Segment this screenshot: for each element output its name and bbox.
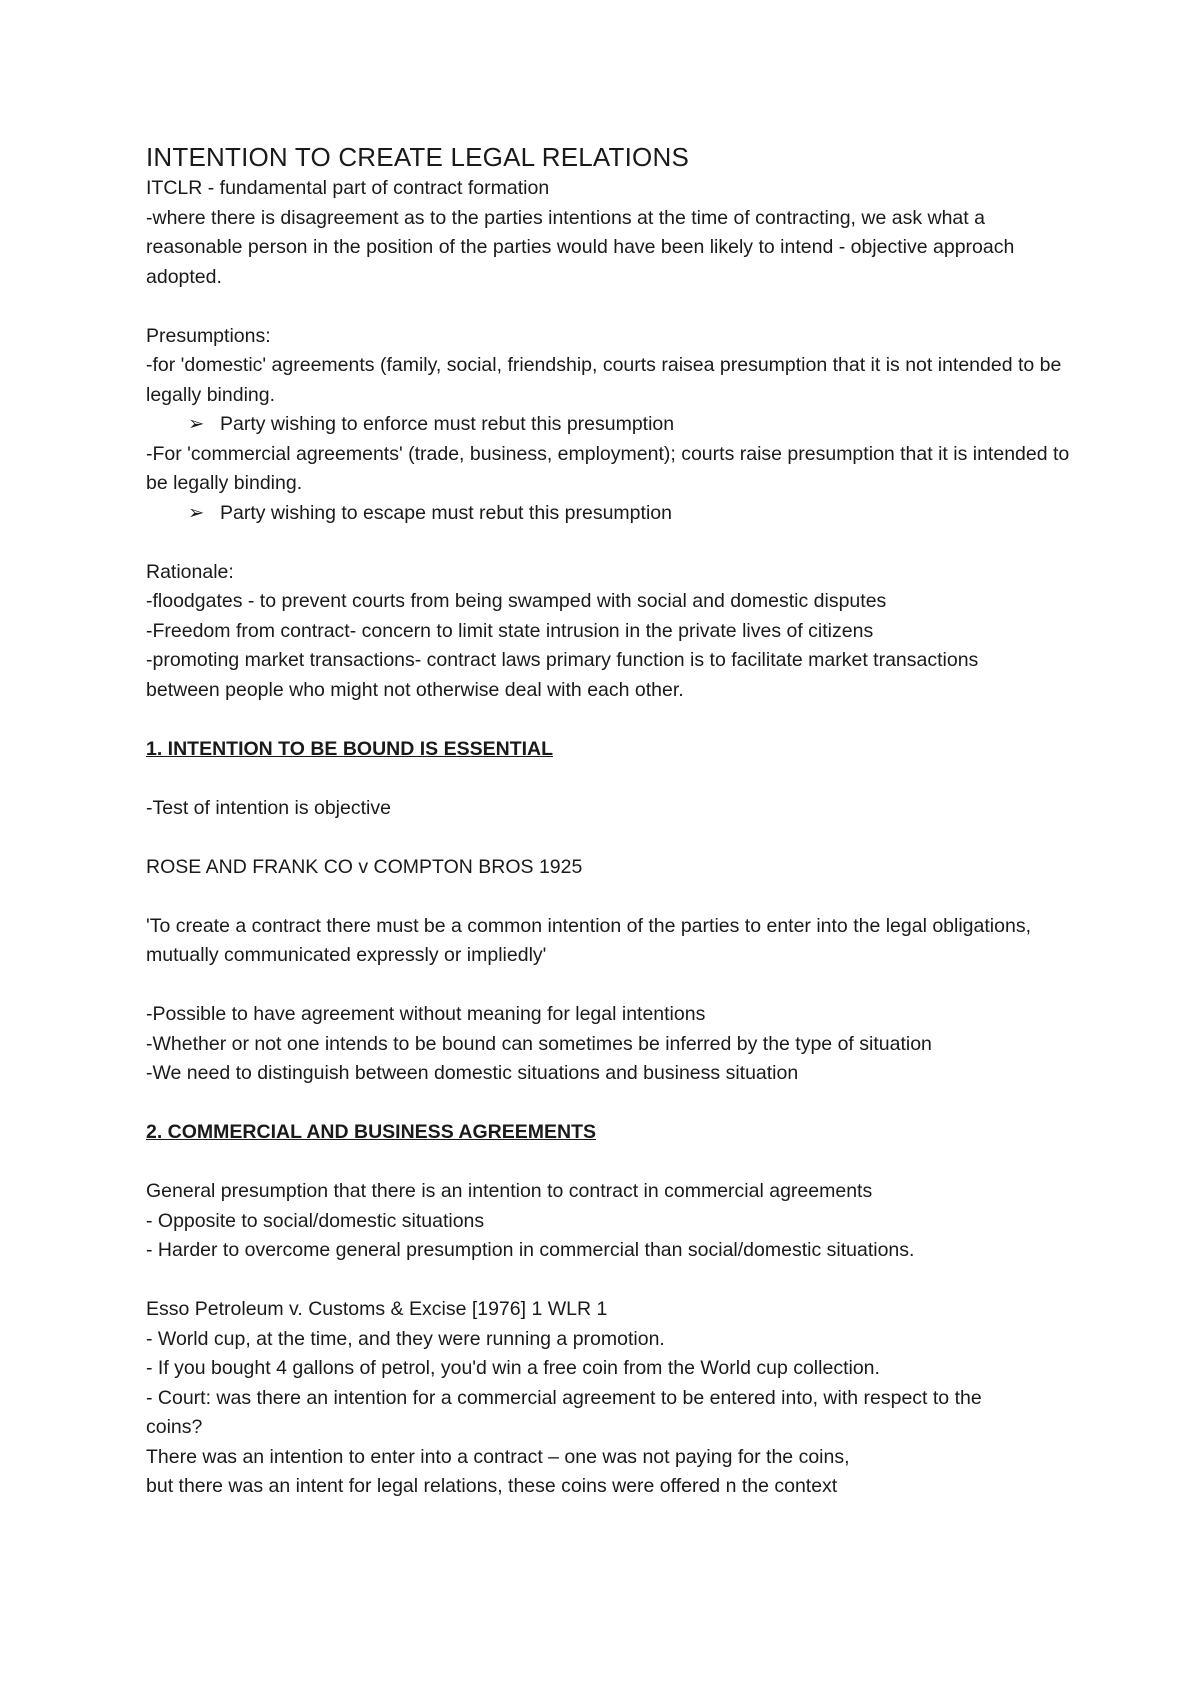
bullet-item bbox=[146, 499, 1086, 529]
bullet-text: Party wishing to escape must rebut this presumption bbox=[220, 501, 672, 524]
section-1-point: -Whether or not one intends to be bound can sometimes be inferred by the type of situation bbox=[146, 1032, 932, 1055]
case-point: - Court: was there an intention for a commercial agreement to be entered into, with respect to the coins? bbox=[146, 1386, 982, 1438]
case-conclusion: There was an intention to enter into a contract – one was not paying for the coins, bbox=[146, 1445, 850, 1468]
case-point: - World cup, at the time, and they were running a promotion. bbox=[146, 1327, 665, 1350]
case-point: - If you bought 4 gallons of petrol, you'd win a free coin from the World cup collection. bbox=[146, 1357, 880, 1379]
case-name: ROSE AND FRANK CO v COMPTON BROS 1925 bbox=[146, 855, 583, 878]
intro-line: ITCLR - fundamental part of contract formation bbox=[146, 177, 550, 199]
arrow-bullet-icon: ➢ bbox=[188, 501, 205, 524]
case-quote: 'To create a contract there must be a common intention of the parties to enter into the legal obligations, mutually communicated expressly or impliedly' bbox=[146, 914, 1031, 966]
rationale-item: -promoting market transactions- contract laws primary function is to facilitate market transactions between people who might not otherwise deal with each other. bbox=[146, 649, 979, 701]
rationale-item: -floodgates - to prevent courts from being swamped with social and domestic disputes bbox=[146, 590, 887, 612]
spacer bbox=[146, 705, 1086, 735]
rationale-item: -Freedom from contract- concern to limit state intrusion in the private lives of citizens bbox=[146, 619, 874, 642]
presumption-commercial: -For 'commercial agreements' (trade, business, employment); courts raise presumption that it is intended to be legally binding. bbox=[146, 442, 1070, 494]
case-conclusion: but there was an intent for legal relations, these coins were offered n the context bbox=[146, 1475, 838, 1497]
spacer bbox=[146, 971, 1086, 1001]
section-1-point: -We need to distinguish between domestic situations and business situation bbox=[146, 1062, 799, 1084]
spacer bbox=[146, 1089, 1086, 1119]
arrow-bullet-icon: ➢ bbox=[188, 413, 205, 435]
spacer bbox=[146, 292, 1086, 322]
section-2-point: - Opposite to social/domestic situations bbox=[146, 1209, 485, 1232]
case-name: Esso Petroleum v. Customs & Excise [1976] 1 WLR 1 bbox=[146, 1298, 608, 1320]
section-2-point: - Harder to overcome general presumption in commercial than social/domestic situations. bbox=[146, 1239, 915, 1261]
spacer bbox=[146, 823, 1086, 853]
spacer bbox=[146, 528, 1086, 558]
bullet-text: Party wishing to enforce must rebut this presumption bbox=[220, 413, 675, 435]
spacer bbox=[146, 764, 1086, 794]
bullet-item bbox=[146, 410, 1086, 440]
intro-paragraph: -where there is disagreement as to the parties intentions at the time of contracting, we ask what a reasonable person in the position of the parties would have been likely to intend - objective approach adopted. bbox=[146, 206, 1015, 288]
presumptions-heading: Presumptions: bbox=[146, 324, 271, 347]
section-1-point: -Possible to have agreement without meaning for legal intentions bbox=[146, 1003, 706, 1025]
section-2-heading: 2. COMMERCIAL AND BUSINESS AGREEMENTS bbox=[146, 1121, 596, 1143]
spacer bbox=[146, 882, 1086, 912]
document-title: INTENTION TO CREATE LEGAL RELATIONS bbox=[146, 142, 689, 172]
section-1-heading: 1. INTENTION TO BE BOUND IS ESSENTIAL bbox=[146, 737, 554, 760]
rationale-heading: Rationale: bbox=[146, 560, 234, 583]
document-page bbox=[146, 140, 1086, 1502]
section-1-test: -Test of intention is objective bbox=[146, 796, 391, 819]
spacer bbox=[146, 1266, 1086, 1296]
spacer bbox=[146, 1148, 1086, 1178]
section-2-presumption: General presumption that there is an intention to contract in commercial agreements bbox=[146, 1180, 873, 1202]
presumption-domestic: -for 'domestic' agreements (family, social, friendship, courts raisea presumption that it is not intended to be legally binding. bbox=[146, 354, 1062, 406]
